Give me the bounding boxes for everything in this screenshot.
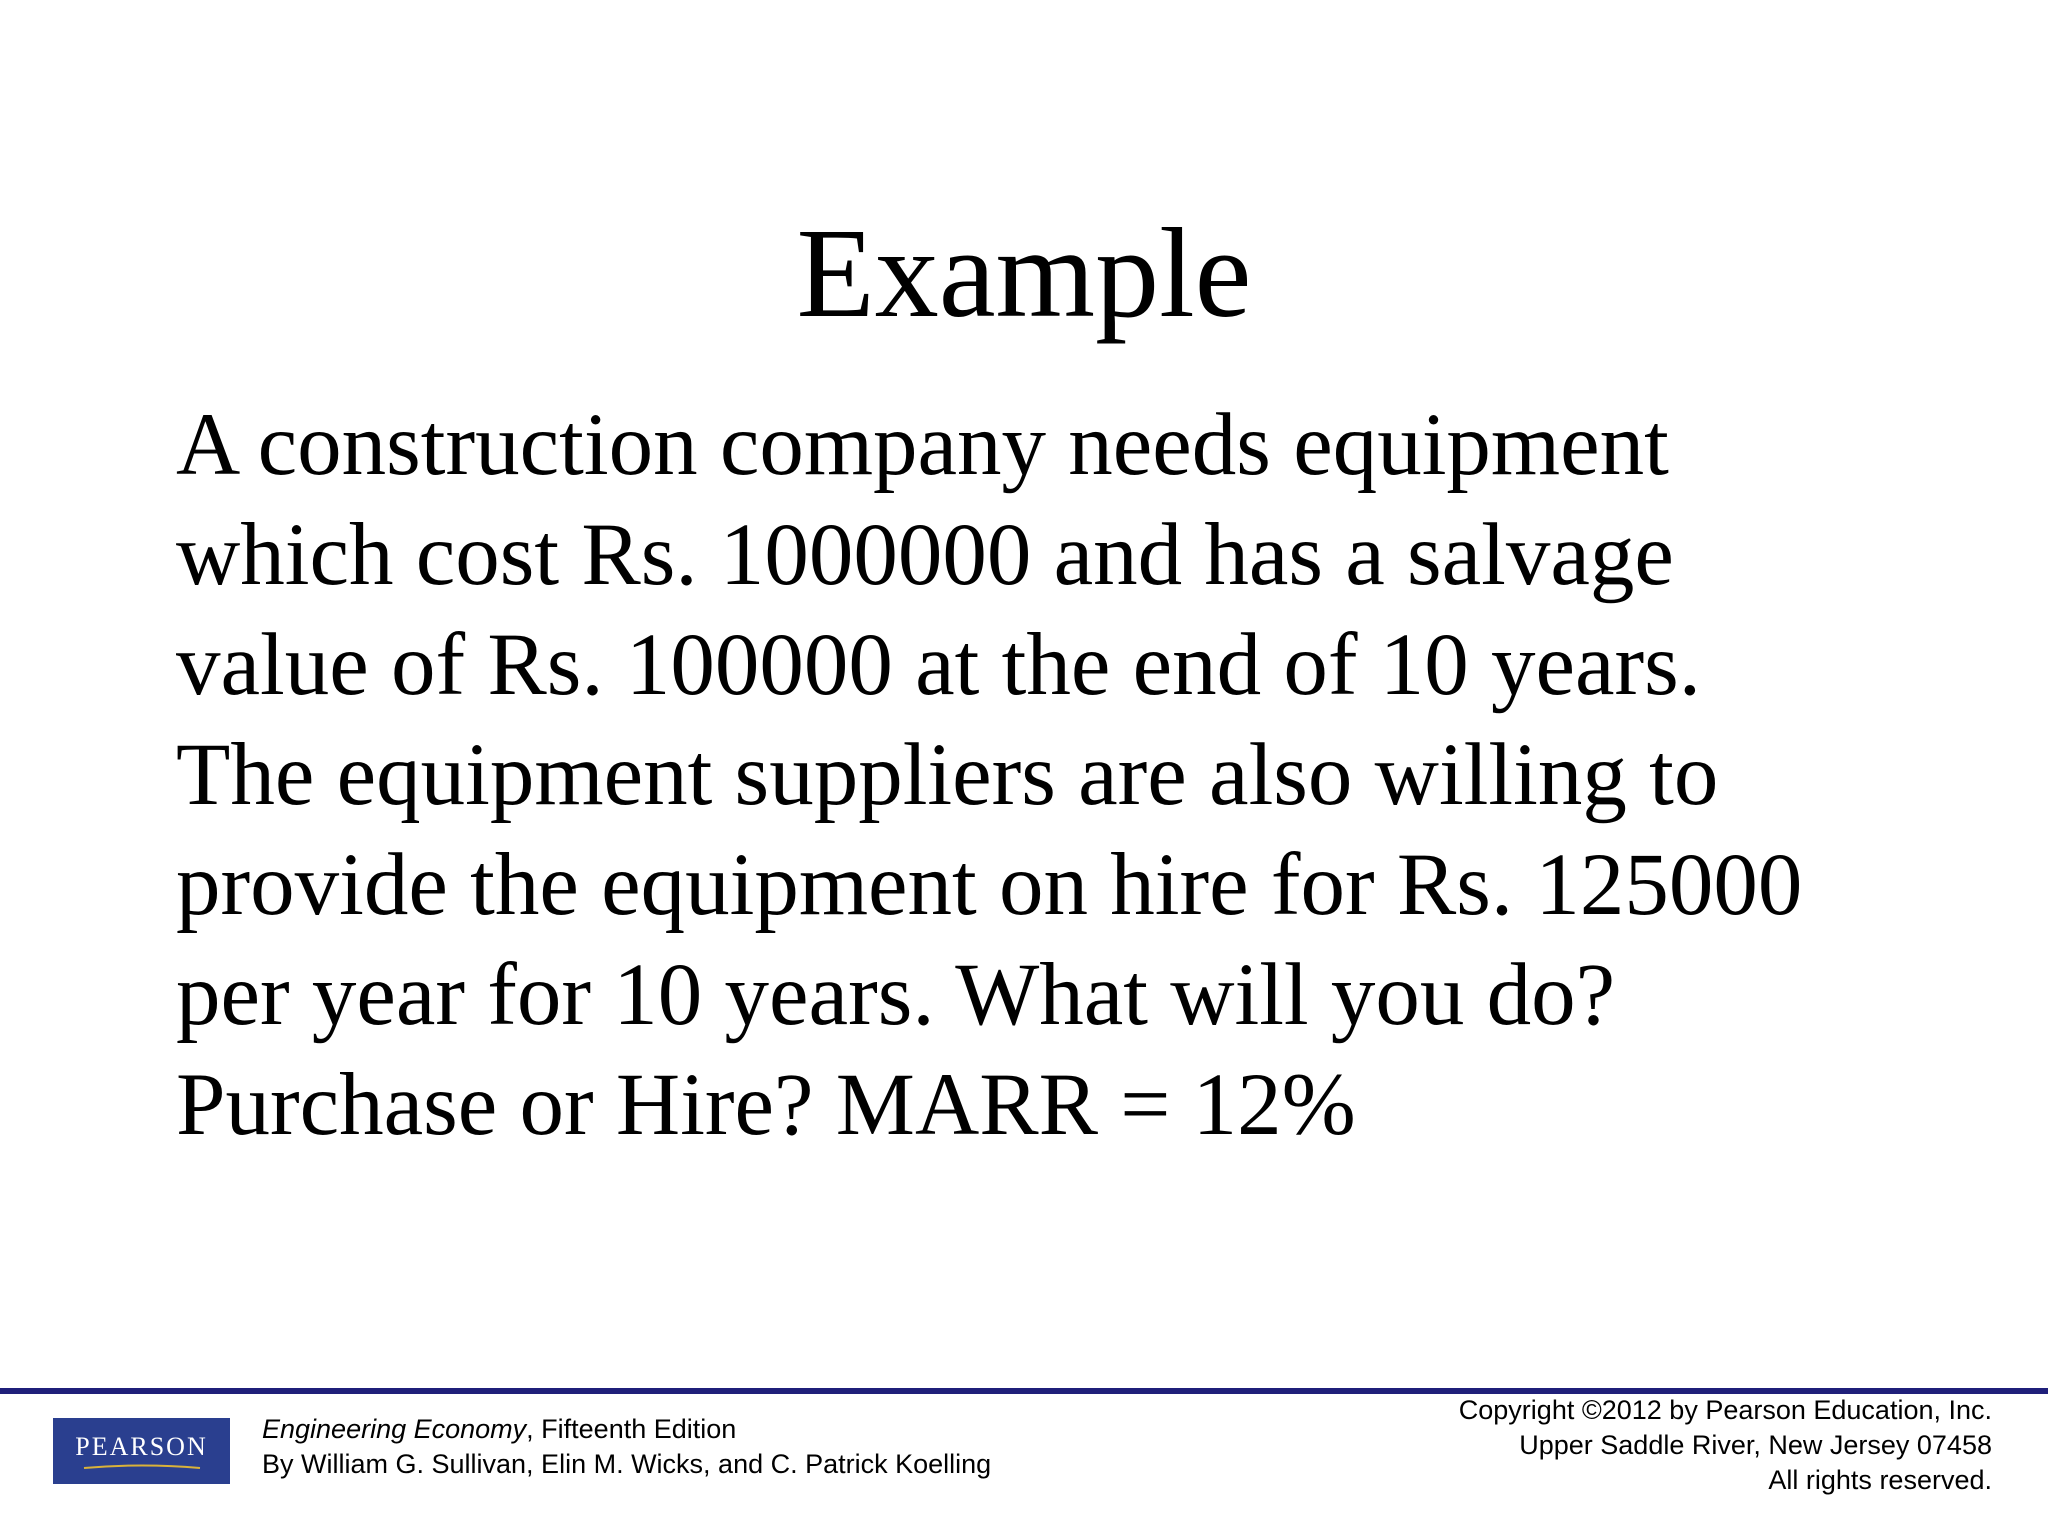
rights-reserved: All rights reserved. bbox=[1768, 1465, 1992, 1495]
book-authors: By William G. Sullivan, Elin M. Wicks, and C. Patrick Koelling bbox=[262, 1449, 992, 1479]
body-line: The equipment suppliers are also willing to bbox=[176, 726, 1719, 824]
book-edition: , Fifteenth Edition bbox=[526, 1414, 737, 1444]
book-citation bbox=[262, 1412, 991, 1482]
book-title: Engineering Economy bbox=[262, 1414, 527, 1444]
copyright-notice bbox=[1459, 1393, 1992, 1498]
body-line: provide the equipment on hire for Rs. 125000 bbox=[176, 836, 1803, 934]
slide-title: Example bbox=[796, 202, 1252, 344]
copyright-line: Copyright ©2012 by Pearson Education, Inc. bbox=[1458, 1395, 1992, 1425]
logo-text: PEARSON bbox=[75, 1432, 208, 1461]
body-line: A construction company needs equipment bbox=[176, 396, 1669, 494]
slide-body bbox=[176, 390, 1956, 1160]
body-line: value of Rs. 100000 at the end of 10 years. bbox=[176, 616, 1701, 714]
book-title-line bbox=[262, 1412, 991, 1447]
pearson-logo bbox=[53, 1418, 230, 1484]
logo-swoosh-icon bbox=[82, 1464, 202, 1470]
body-line: Purchase or Hire? MARR = 12% bbox=[176, 1056, 1356, 1154]
body-line: which cost Rs. 1000000 and has a salvage bbox=[176, 506, 1674, 604]
body-line: per year for 10 years. What will you do? bbox=[176, 946, 1616, 1044]
publisher-address: Upper Saddle River, New Jersey 07458 bbox=[1519, 1430, 1992, 1460]
